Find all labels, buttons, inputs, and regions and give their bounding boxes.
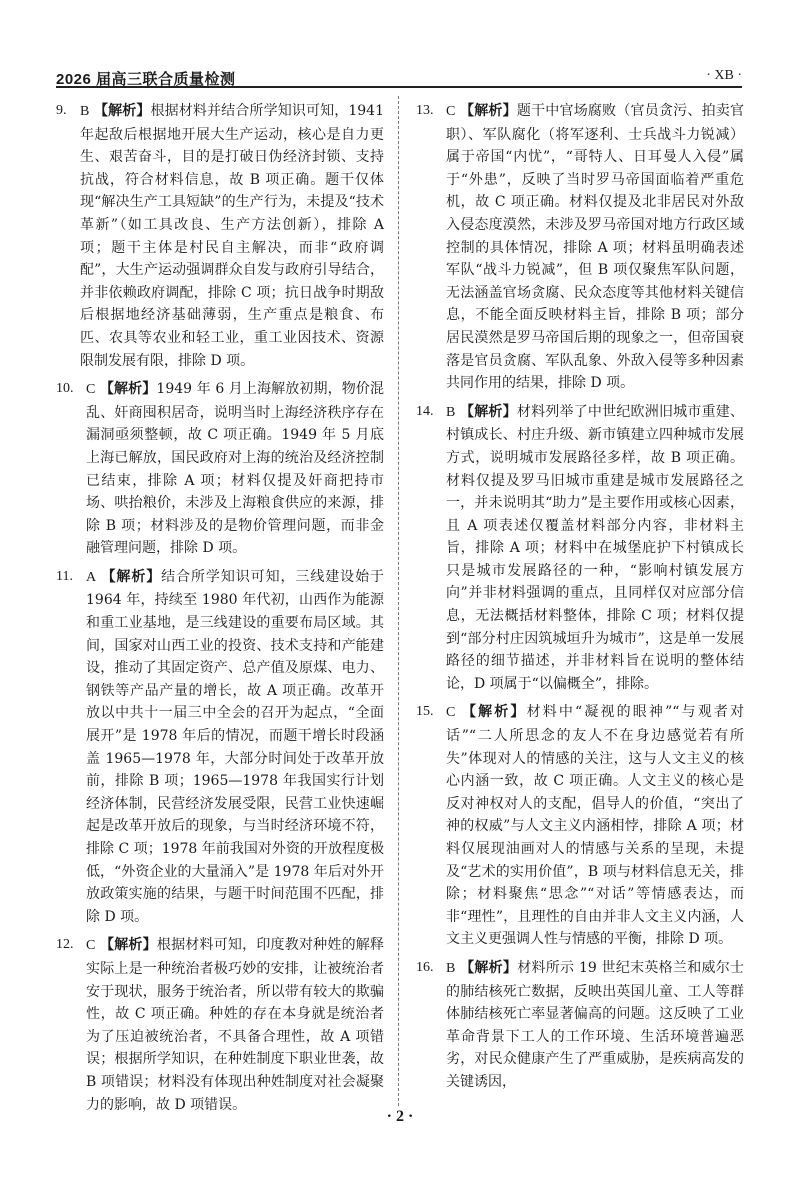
- analysis-text: 1949 年 6 月上海解放初期，物价混乱、奸商囤积居奇，说明当时上海经济秩序存在漏洞亟须整顿，故 C 项正确。1949 年 5 月底上海已解放，国民政府对上海的统治及经济控制已结束，排除 A 项；材料仅提及奸商把持市场、哄抬粮价，未涉及上海粮食供应的来源，排除 B 项；材料涉及的是物价管理问题，而非金融管理问题，排除 D 项。: [86, 381, 385, 557]
- item-answer: C: [446, 104, 456, 119]
- answer-item-12: [56, 934, 384, 1116]
- item-number: 14.: [416, 403, 434, 419]
- item-number: 15.: [416, 704, 434, 720]
- item-number: 10.: [56, 381, 74, 397]
- analysis-tag: 【解析】: [460, 403, 517, 420]
- page-header: [56, 0, 742, 88]
- analysis-text: 根据材料可知，印度教对种姓的解释实际上是一种统治者极巧妙的安排，让被统治者安于现状，服务于统治者，所以带有较大的欺骗性，故 C 项正确。种姓的存在本身就是统治者为了压迫被统治者，不具备合理性，故 A 项错误；根据所学知识，在种姓制度下职业世袭，故 B 项错误；材料没有体现出种姓制度对社会凝聚力的影响，故 D 项错误。: [86, 937, 385, 1113]
- answer-item-15: [416, 701, 744, 951]
- answer-item-13: [416, 100, 744, 395]
- item-answer: C: [446, 705, 456, 721]
- item-answer: C: [86, 382, 96, 398]
- exam-code: · XB ·: [706, 68, 742, 83]
- analysis-text: 根据材料并结合所学知识可知，1941 年起敌后根据地开展大生产运动，核心是自力更生、艰苦奋斗，目的是打破日伪经济封锁、支持抗战，符合材料信息，故 B 项正确。题干仅体现“解决生产工具短缺”的生产行为，未提及“技术革新”（如工具改良、生产方法创新），排除 A 项；题干主体是村民自主解决，而非“政府调配”，大生产运动强调群众自发与政府引导结合，并非依赖政府调配，排除 C 项；抗日战争时期敌后根据地经济基础薄弱，生产重点是粮食、布匹、农具等农业和轻工业，重工业因技术、资源限制发展有限，排除 D 项。: [80, 103, 385, 369]
- analysis-text: 材料所示 19 世纪末英格兰和威尔士的肺结核死亡数据，反映出英国儿童、工人等群体肺结核死亡率显著偏高的问题。这反映了工业革命背景下工人的工作环境、生活环境普遍恶劣，对民众健康产生了严重威胁，是疾病高发的关键诱因，: [446, 959, 745, 1090]
- analysis-tag: 【解析】: [460, 103, 517, 119]
- item-answer: C: [86, 938, 96, 954]
- analysis-tag: 【解析】: [99, 381, 157, 398]
- answer-item-10: [56, 378, 384, 560]
- analysis-tag: 【解析】: [93, 103, 151, 119]
- item-answer: B: [446, 404, 456, 420]
- column-divider: [398, 96, 399, 1106]
- item-number: 11.: [56, 568, 73, 584]
- analysis-tag: 【解析】: [460, 959, 518, 976]
- answer-item-16: [416, 957, 744, 1094]
- item-number: 13.: [416, 103, 434, 118]
- exam-title: 2026 届高三联合质量检测: [56, 71, 236, 88]
- item-number: 12.: [56, 937, 74, 953]
- item-answer: B: [80, 104, 90, 119]
- analysis-text: 结合所学知识可知，三线建设始于 1964 年，持续至 1980 年代初，山西作为能源和重工业基地，是三线建设的重要布局区域。其间，国家对山西工业的投资、技术支持和产能建设，推动了其固定资产、总产值及原煤、电力、钢铁等产品产量的增长，故 A 项正确。改革开放以中共十一届三中全会的召开为起点，“全面展开”是 1978 年后的情况，而题干增长时段涵盖 1965—1978 年，大部分时间处于改革开放前，排除 B 项；1965—1978 年我国实行计划经济体制，民营经济发展受限，民营工业快速崛起是改革开放后的现象，与当时经济环境不符，排除 C 项；1978 年前我国对外资的开放程度极低，“外资企业的大量涌入”是 1978 年后对外开放政策实施的结果，与题干时间范围不匹配，排除 D 项。: [86, 568, 385, 925]
- answer-item-9: [56, 100, 384, 372]
- analysis-text: 题干中官场腐败（官员贪污、拍卖官职）、军队腐化（将军逐利、士兵战斗力锐减）属于帝国“内忧”，“哥特人、日耳曼人入侵”属于“外患”，反映了当时罗马帝国面临着严重危机，故 C 项正确。材料仅提及北非居民对外敌入侵态度漠然，未涉及罗马帝国对地方行政区域控制的具体情况，排除 A 项；材料虽明确表述军队“战斗力锐减”，但 B 项仅聚焦军队问题，无法涵盖官场贪腐、民众态度等其他材料关键信息，不能全面反映材料主旨，排除 B 项；部分居民漠然是罗马帝国后期的现象之一，但帝国衰落是官员贪腐、军队乱象、外敌入侵等多种因素共同作用的结果，排除 D 项。: [446, 103, 745, 392]
- answer-item-11: [56, 566, 384, 929]
- analysis-tag: 【解析】: [100, 937, 157, 954]
- analysis-text: 材料中“凝视的眼神”“与观者对话”“二人所思念的友人不在身边感觉若有所失”体现对人的情感的关注，这与人文主义的核心内涵一致，故 C 项正确。人文主义的核心是反对神权对人的支配，倡导人的价值，“突出了神的权威”与人文主义内涵相悖，排除 A 项；材料仅展现油画对人的情感与关系的呈现，未提及“艺术的实用价值”，B 项与材料信息无关，排除；材料聚焦“思念”“对话”等情感表达，而非“理性”，且理性的自由并非人文主义内涵，人文主义更强调人性与情感的平衡，排除 D 项。: [446, 704, 744, 948]
- item-number: 16.: [416, 959, 434, 975]
- page-number: · 2 ·: [386, 1108, 414, 1125]
- analysis-text: 材料列举了中世纪欧洲旧城市重建、村镇成长、村庄升级、新市镇建立四种城市发展方式，说明城市发展路径多样，故 B 项正确。材料仅提及罗马旧城市重建是城市发展路径之一，并未说明其“助力”是主要作用或核心因素，且 A 项表述仅覆盖材料部分内容，非材料主旨，排除 A 项；材料中在城堡庇护下村镇成长只是城市发展路径的一种，“影响村镇发展方向”并非材料强调的重点，且同样仅对应部分信息，无法概括材料整体，排除 C 项；材料仅提到“部分村庄因筑城垣升为城市”，这是单一发展路径的细节描述，并非材料旨在说明的整体结论，D 项属于“以偏概全”，排除。: [446, 403, 745, 692]
- item-answer: B: [446, 960, 456, 976]
- analysis-tag: 【解析】: [461, 704, 527, 721]
- left-column: [56, 100, 384, 1122]
- item-answer: A: [86, 569, 97, 585]
- right-column: [416, 100, 744, 1100]
- item-number: 9.: [56, 103, 67, 118]
- analysis-tag: 【解析】: [101, 568, 162, 585]
- answer-item-14: [416, 401, 744, 696]
